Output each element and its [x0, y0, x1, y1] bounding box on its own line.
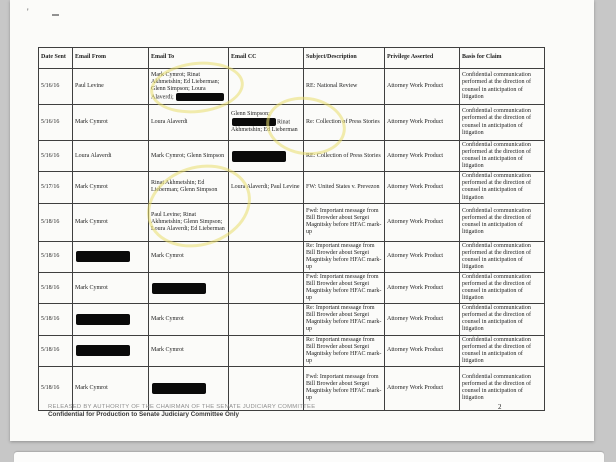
cell-email-to: [149, 69, 229, 105]
cell-email-to: [149, 241, 229, 272]
cell-email-from: [73, 272, 149, 303]
cell-text: 5/18/16: [41, 218, 60, 225]
cell-text: Confidential communication performed at the direction of counsel in anticipation of litigation: [462, 108, 531, 136]
cell-text: Loura Alaverdi; Paul Levine: [231, 183, 300, 190]
header-basis-for-claim: Basis for Claim: [460, 48, 545, 69]
cell-email-cc: [229, 335, 304, 366]
cell-text: Confidential communication performed at the direction of counsel in anticipation of litigation: [462, 273, 531, 302]
header-email-cc: Email CC: [229, 48, 304, 69]
table-row: [39, 141, 545, 172]
header-row: [39, 48, 545, 69]
next-page-edge: [14, 452, 604, 462]
cell-basis-for-claim: [460, 141, 545, 172]
cell-text: Confidential communication performed at the direction of counsel in anticipation of litigation: [462, 173, 531, 201]
cell-privilege-asserted: [385, 366, 460, 410]
scan-artifact-tick: ': [27, 7, 29, 17]
cell-text: 5/18/16: [41, 253, 60, 260]
cell-text: Re: Important message from Bill Browder about Sergei Magnitsky before HFAC mark-up: [306, 305, 382, 333]
redaction-bar: [76, 251, 130, 262]
cell-text: 5/16/16: [41, 152, 60, 159]
cell-text: Re: Important message from Bill Browder about Sergei Magnitsky before HFAC mark-up: [306, 242, 382, 270]
cell-text: Paul Levine; Rinat Akhmetshin; Glenn Simpson; Loura Alaverdi; Ed Lieberman: [151, 211, 225, 232]
cell-basis-for-claim: [460, 105, 545, 141]
redaction-bar: [76, 314, 130, 325]
cell-text: Mark Cymrot: [75, 183, 108, 190]
cell-text: Attorney Work Product: [387, 315, 444, 322]
cell-privilege-asserted: [385, 141, 460, 172]
cell-text: Paul Levine: [75, 82, 104, 89]
cell-privilege-asserted: [385, 105, 460, 141]
header-email-to: Email To: [149, 48, 229, 69]
cell-privilege-asserted: [385, 172, 460, 203]
cell-text: Confidential communication performed at the direction of counsel in anticipation of litigation: [462, 336, 531, 364]
cell-text: 5/18/16: [41, 315, 60, 322]
cell-text: Confidential communication performed at the direction of counsel in anticipation of litigation: [462, 207, 531, 236]
cell-subject-description: [304, 366, 385, 410]
table-row: [39, 304, 545, 335]
cell-subject-description: [304, 105, 385, 141]
redaction-bar: [176, 93, 224, 101]
privilege-log-table: [38, 47, 545, 411]
released-by-authority-stamp: RELEASED BY AUTHORITY OF THE CHAIRMAN OF THE SENATE JUDICIARY COMMITTEE: [48, 404, 316, 410]
cell-text: Mark Cymrot: [75, 218, 108, 225]
cell-privilege-asserted: [385, 69, 460, 105]
cell-date-sent: [39, 105, 73, 141]
table-row: [39, 272, 545, 303]
cell-email-to: [149, 105, 229, 141]
cell-text: Confidential communication performed at the direction of counsel in anticipation of litigation: [462, 72, 531, 100]
table-row: [39, 203, 545, 241]
cell-basis-for-claim: [460, 304, 545, 335]
cell-email-to: [149, 141, 229, 172]
cell-email-from: [73, 241, 149, 272]
page-number: 2: [498, 403, 502, 411]
redaction-bar: [152, 383, 206, 394]
cell-text: Mark Cymrot; Glenn Simpson: [151, 152, 225, 159]
header-date-sent: Date Sent: [39, 48, 73, 69]
cell-date-sent: [39, 272, 73, 303]
cell-text: 5/18/16: [41, 284, 60, 291]
cell-text: Re: Collection of Press Stories: [306, 118, 380, 125]
cell-text: Fwd: Important message from Bill Browder about Sergei Magnitsky before HFAC mark-up: [306, 374, 382, 402]
redaction-bar: [76, 345, 130, 356]
cell-subject-description: [304, 203, 385, 241]
cell-subject-description: [304, 335, 385, 366]
cell-text: Mark Cymrot: [75, 118, 108, 125]
cell-text: Attorney Work Product: [387, 183, 444, 190]
cell-text: RE: Collection of Press Stories: [306, 152, 381, 159]
cell-date-sent: [39, 335, 73, 366]
cell-email-cc: [229, 69, 304, 105]
redaction-bar: [232, 118, 276, 126]
cell-email-from: [73, 141, 149, 172]
cell-subject-description: [304, 272, 385, 303]
confidential-production-label: Confidential for Production to Senate Judiciary Committee Only: [48, 411, 240, 418]
cell-subject-description: [304, 304, 385, 335]
redaction-bar: [152, 283, 206, 294]
cell-email-cc: [229, 272, 304, 303]
cell-email-from: [73, 105, 149, 141]
cell-date-sent: [39, 172, 73, 203]
cell-text: Confidential communication performed at the direction of counsel in anticipation of litigation: [462, 305, 531, 333]
cell-date-sent: [39, 69, 73, 105]
cell-email-cc: [229, 241, 304, 272]
table-row: [39, 172, 545, 203]
header-privilege-asserted: Privilege Asserted: [385, 48, 460, 69]
cell-text: Attorney Work Product: [387, 284, 444, 291]
cell-subject-description: [304, 172, 385, 203]
cell-text: 5/16/16: [41, 118, 60, 125]
cell-subject-description: [304, 69, 385, 105]
cell-text: Fwd: Important message from Bill Browder about Sergei Magnitsky before HFAC mark-up: [306, 207, 382, 236]
cell-text: Mark Cymrot: [151, 315, 184, 322]
cell-text: Glenn Simpson;: [231, 111, 270, 118]
cell-basis-for-claim: [460, 335, 545, 366]
cell-text: Attorney Work Product: [387, 347, 444, 354]
cell-text: Attorney Work Product: [387, 384, 444, 391]
cell-text: Rinat Akhmetshin; Ed Lieberman; Glenn Simpson: [151, 180, 218, 194]
scan-artifact-dash: [52, 14, 59, 16]
cell-date-sent: [39, 241, 73, 272]
cell-text: 5/16/16: [41, 82, 60, 89]
cell-text: Mark Cymrot: [151, 347, 184, 354]
cell-text: Attorney Work Product: [387, 218, 444, 225]
cell-text: 5/17/16: [41, 183, 60, 190]
table-row: [39, 105, 545, 141]
cell-text: Mark Cymrot: [151, 253, 184, 260]
cell-text: Confidential communication performed at the direction of counsel in anticipation of litigation: [462, 374, 531, 402]
cell-text: Mark Cymrot: [75, 284, 108, 291]
cell-text: 5/18/16: [41, 384, 60, 391]
cell-basis-for-claim: [460, 203, 545, 241]
cell-email-from: [73, 203, 149, 241]
cell-text: Loura Alaverdi: [75, 152, 112, 159]
cell-privilege-asserted: [385, 241, 460, 272]
cell-text: FW: United States v. Prevezon: [306, 183, 380, 190]
cell-email-from: [73, 304, 149, 335]
cell-subject-description: [304, 141, 385, 172]
cell-date-sent: [39, 203, 73, 241]
cell-email-to: [149, 203, 229, 241]
cell-text: Mark Cymrot; Rinat Akhmetshin; Ed Lieberman; Glenn Simpson; Loura Alaverdi;: [151, 71, 220, 101]
cell-privilege-asserted: [385, 304, 460, 335]
cell-privilege-asserted: [385, 335, 460, 366]
cell-text: Re: Important message from Bill Browder about Sergei Magnitsky before HFAC mark-up: [306, 336, 382, 364]
cell-text: 5/18/16: [41, 347, 60, 354]
cell-text: Attorney Work Product: [387, 118, 444, 125]
cell-email-cc: [229, 203, 304, 241]
cell-email-cc: [229, 172, 304, 203]
cell-text: Loura Alaverdi: [151, 118, 188, 125]
cell-text: Confidential communication performed at the direction of counsel in anticipation of litigation: [462, 142, 531, 170]
cell-privilege-asserted: [385, 203, 460, 241]
table-row: [39, 335, 545, 366]
cell-date-sent: [39, 304, 73, 335]
table-row: [39, 69, 545, 105]
cell-email-cc: [229, 141, 304, 172]
cell-privilege-asserted: [385, 272, 460, 303]
cell-text: Attorney Work Product: [387, 152, 444, 159]
cell-email-from: [73, 172, 149, 203]
cell-email-cc: [229, 304, 304, 335]
cell-text: Attorney Work Product: [387, 82, 444, 89]
cell-email-from: [73, 335, 149, 366]
cell-text: Rinat Akhmetshin; Ed Lieberman: [231, 119, 298, 133]
cell-text: RE: National Review: [306, 82, 358, 89]
cell-text: Mark Cymrot: [75, 384, 108, 391]
header-email-from: Email From: [73, 48, 149, 69]
cell-subject-description: [304, 241, 385, 272]
cell-text: Fwd: Important message from Bill Browder about Sergei Magnitsky before HFAC mark-up: [306, 273, 382, 302]
cell-basis-for-claim: [460, 272, 545, 303]
cell-text: Attorney Work Product: [387, 253, 444, 260]
cell-email-to: [149, 172, 229, 203]
header-subject-description: Subject/Description: [304, 48, 385, 69]
cell-email-to: [149, 304, 229, 335]
redaction-bar: [232, 151, 286, 162]
cell-email-cc: [229, 105, 304, 141]
cell-basis-for-claim: [460, 69, 545, 105]
cell-basis-for-claim: [460, 172, 545, 203]
cell-text: Confidential communication performed at the direction of counsel in anticipation of litigation: [462, 242, 531, 270]
cell-date-sent: [39, 141, 73, 172]
table-row: [39, 241, 545, 272]
cell-email-from: [73, 69, 149, 105]
cell-basis-for-claim: [460, 366, 545, 410]
cell-email-to: [149, 272, 229, 303]
cell-basis-for-claim: [460, 241, 545, 272]
cell-email-to: [149, 335, 229, 366]
